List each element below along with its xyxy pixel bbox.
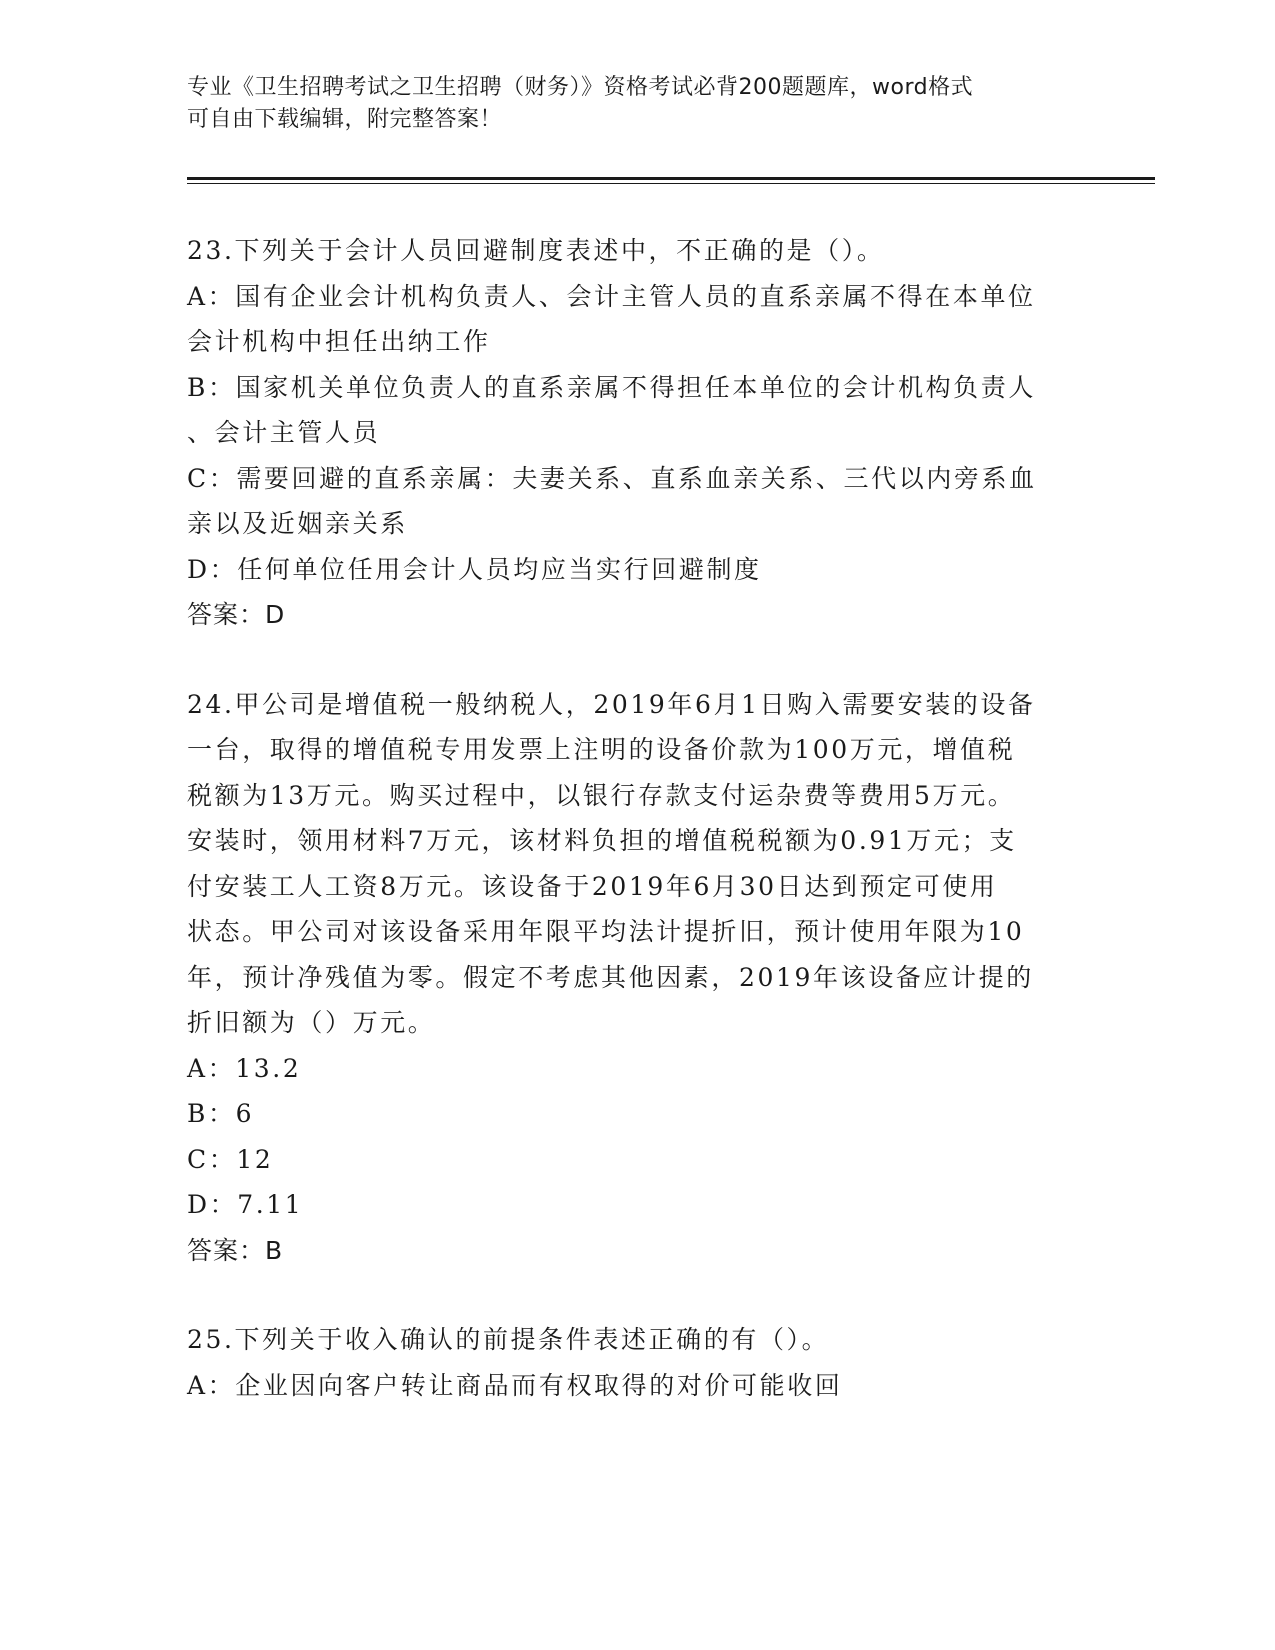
question-25 [187,1317,1087,1408]
question-stem-line: 折旧额为（）万元。 [187,1008,436,1037]
question-stem-line: 23.下列关于会计人员回避制度表述中，不正确的是（）。 [187,236,885,265]
option-c [187,456,1087,547]
document-header [187,72,1067,136]
question-list [187,228,1087,1408]
question-stem-line: 状态。甲公司对该设备采用年限平均法计提折旧，预计使用年限为10 [187,917,1025,946]
option-line: 、会计主管人员 [187,418,381,447]
option-a [187,274,1087,365]
question-gap [187,1273,1087,1317]
question-stem-line: 付安装工人工资8万元。该设备于2019年6月30日达到预定可使用 [187,871,998,901]
question-stem-line: 税额为13万元。购买过程中，以银行存款支付运杂费等费用5万元。 [187,780,1016,810]
header-line-1: 专业《卫生招聘考试之卫生招聘（财务）》资格考试必背200题题库，word格式 [187,75,974,100]
option-a: A：13.2 [187,1053,302,1083]
header-divider-thick [187,177,1155,180]
question-23 [187,228,1087,638]
question-stem-line: 24.甲公司是增值税一般纳税人，2019年6月1日购入需要安装的设备 [187,689,1036,719]
option-d [187,547,1087,593]
option-b: B：6 [187,1099,255,1128]
option-a: A：企业因向客户转让商品而有权取得的对价可能收回 [187,1370,843,1400]
option-line: A：国有企业会计机构负责人、会计主管人员的直系亲属不得在本单位 [187,281,1036,311]
question-stem-line: 安装时，领用材料7万元，该材料负担的增值税税额为0.91万元；支 [187,826,1017,855]
option-line: 亲以及近姻亲关系 [187,509,408,538]
option-b [187,365,1087,456]
question-stem-line: 年，预计净残值为零。假定不考虑其他因素，2019年该设备应计提的 [187,962,1034,992]
option-line: D：任何单位任用会计人员均应当实行回避制度 [187,554,762,584]
question-stem-line: 25.下列关于收入确认的前提条件表述正确的有（）。 [187,1325,830,1354]
option-d: D：7.11 [187,1190,304,1219]
option-line: B：国家机关单位负责人的直系亲属不得担任本单位的会计机构负责人 [187,372,1036,402]
header-divider-thin [187,183,1155,184]
answer-line: 答案：D [187,600,286,629]
answer-line: 答案：B [187,1235,284,1265]
question-24 [187,682,1087,1274]
question-stem-line: 一台，取得的增值税专用发票上注明的设备价款为100万元，增值税 [187,735,1016,764]
header-line-2: 可自由下载编辑，附完整答案！ [187,107,503,132]
question-gap [187,638,1087,682]
option-line: 会计机构中担任出纳工作 [187,327,491,356]
option-line: C：需要回避的直系亲属：夫妻关系、直系血亲关系、三代以内旁系血 [187,463,1037,493]
option-c: C：12 [187,1144,274,1174]
